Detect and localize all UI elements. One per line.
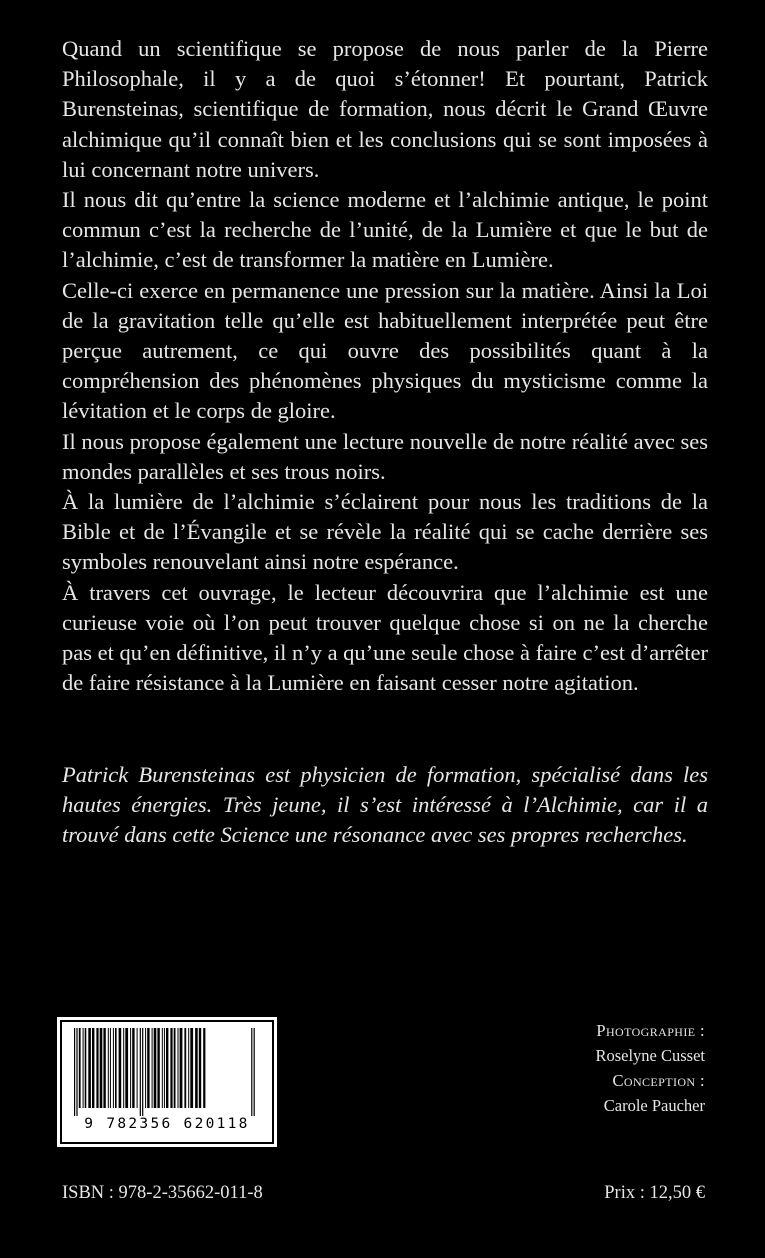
barcode-bar: [166, 1028, 168, 1108]
description-paragraph: Celle-ci exerce en permanence une pression sur la matière. Ainsi la Loi de la gravitation telle qu’elle est habituellement interprétée peut être perçue autrement, ce qui ouvre des possibilités quant à la compréhension des phénomènes physiques du mysticisme comme la lévitation et le corps de gloire.: [62, 277, 708, 424]
price: Prix : 12,50 €: [604, 1183, 705, 1203]
book-description: [62, 34, 708, 698]
barcode-bar: [108, 1028, 109, 1108]
barcode-bar: [115, 1028, 117, 1108]
barcode-bar: [92, 1028, 94, 1108]
barcode-bar: [85, 1028, 87, 1108]
barcode-bar: [113, 1028, 114, 1108]
barcode-bar: [76, 1028, 77, 1116]
barcode-bar: [147, 1028, 149, 1108]
description-paragraph: À travers cet ouvrage, le lecteur découvrira que l’alchimie est une curieuse voie où l’on peut trouver quelque chose si on ne la cherche pas et qu’en définitive, il n’y a qu’une seule chose à faire c’est d’arrêter de faire résistance à la Lumière en faisant cesser notre agitation.: [62, 579, 708, 696]
description-paragraph: À la lumière de l’alchimie s’éclairent pour nous les traditions de la Bible et de l’Évangile et se révèle la réalité qui se cache derrière ses symboles renouvelant ainsi notre espérance.: [62, 489, 708, 575]
barcode-bar: [142, 1028, 143, 1116]
barcode-bar: [110, 1028, 111, 1108]
barcode-bar: [157, 1028, 159, 1108]
barcode-bar: [88, 1028, 91, 1108]
barcode-bar: [178, 1028, 179, 1108]
barcode-bar: [154, 1028, 157, 1108]
barcode-bar: [132, 1028, 134, 1108]
barcode-bar: [100, 1028, 103, 1108]
barcode-bar: [103, 1028, 105, 1108]
barcode-bar: [123, 1028, 124, 1108]
photo-credit-role: Photographie :: [596, 1021, 705, 1040]
photo-credit-name: Roselyne Cusset: [595, 1046, 705, 1065]
description-paragraph: Quand un scientifique se propose de nous parler de la Pierre Philosophale, il y a de quoi s’étonner! Et pourtant, Patrick Burensteinas, scientifique de formation, nous décrit le Grand Œuvre alchimique qu’il connaît bien et les conclusions qui se sont imposées à lui concernant notre univers.: [62, 36, 708, 182]
barcode-bar: [251, 1028, 252, 1116]
design-credit-role: Conception :: [612, 1071, 705, 1090]
barcode-bar: [140, 1028, 141, 1116]
barcode-bar: [162, 1028, 163, 1108]
description-paragraph: Il nous dit qu’entre la science moderne et l’alchimie antique, le point commun c’est la recherche de l’unité, de la Lumière et que le but de l’alchimie, c’est de transformer la matière en Lumière.: [62, 187, 708, 273]
barcode-bar: [130, 1028, 131, 1108]
barcode-bar: [199, 1028, 201, 1108]
barcode: [60, 1020, 274, 1144]
barcode-bar: [203, 1028, 205, 1108]
barcode-bar: [188, 1028, 189, 1108]
barcode-bar: [170, 1028, 172, 1108]
barcode-bar: [74, 1028, 75, 1116]
barcode-bar: [164, 1028, 165, 1108]
credits: [505, 1018, 705, 1118]
barcode-bar: [96, 1028, 98, 1108]
description-paragraph: Il nous propose également une lecture nouvelle de notre réalité avec ses mondes parallèles et ses trous noirs.: [62, 428, 708, 484]
barcode-bar: [184, 1028, 186, 1108]
barcode-bar: [83, 1028, 84, 1108]
author-bio: Patrick Burensteinas est physicien de formation, spécialisé dans les hautes énergies. Très jeune, il s’est intéressé à l’Alchimie, car il a trouvé dans cette Science une résonance avec ses propres recherches.: [62, 762, 708, 848]
design-credit-name: Carole Paucher: [603, 1096, 705, 1115]
barcode-bar: [174, 1028, 176, 1108]
isbn: ISBN : 978-2-35662-011-8: [62, 1183, 263, 1203]
barcode-bar: [152, 1028, 153, 1108]
barcode-bar: [125, 1028, 128, 1108]
barcode-bar: [180, 1028, 183, 1108]
barcode-bars: [72, 1028, 262, 1116]
barcode-bar: [137, 1028, 138, 1108]
barcode-bar: [195, 1028, 198, 1108]
barcode-number: 9 782356 620118: [84, 1116, 250, 1132]
barcode-bar: [254, 1028, 255, 1116]
barcode-bar: [190, 1028, 193, 1108]
barcode-bar: [79, 1028, 81, 1108]
barcode-bar: [119, 1028, 122, 1108]
barcode-bar: [145, 1028, 146, 1108]
